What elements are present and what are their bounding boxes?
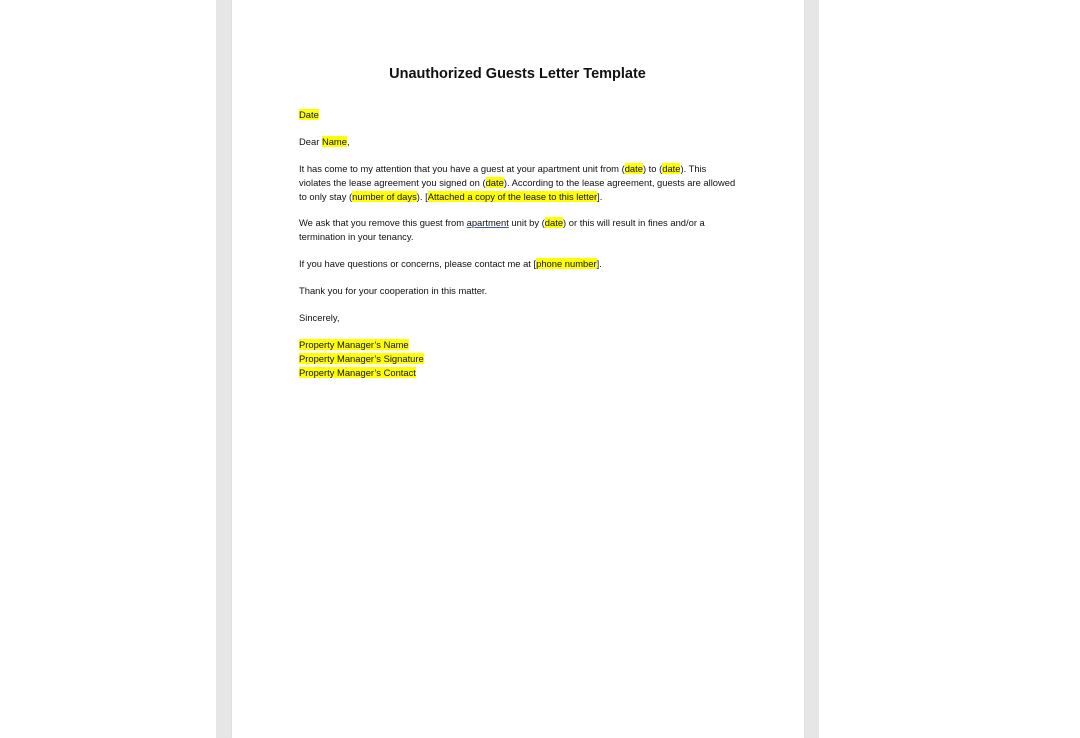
closing: Sincerely, <box>299 312 340 323</box>
paragraph-1-line-2 <box>299 176 744 190</box>
text-run: ). [ <box>416 191 428 202</box>
paragraph-3 <box>299 257 744 271</box>
number-of-days-placeholder: number of days <box>352 191 417 202</box>
lease-signed-date-placeholder: date <box>485 177 504 188</box>
recipient-name-placeholder: Name <box>321 136 347 147</box>
salutation-suffix: , <box>346 136 350 147</box>
paragraph-2-line-2: termination in your tenancy. <box>299 231 414 242</box>
manager-contact-placeholder: Property Manager’s Contact <box>299 367 416 378</box>
apartment-grammar-flag[interactable]: apartment <box>466 217 509 228</box>
text-run: ]. <box>597 191 603 202</box>
attachment-note-placeholder: Attached a copy of the lease to this letter <box>427 191 598 202</box>
signature-contact-line <box>299 366 744 380</box>
text-run: ). This <box>680 163 707 174</box>
paragraph-4: Thank you for your cooperation in this matter. <box>299 285 488 296</box>
text-run: violates the lease agreement you signed on ( <box>299 177 486 188</box>
signature-sig-line <box>299 352 744 366</box>
date-line <box>299 108 744 122</box>
manager-signature-placeholder: Property Manager’s Signature <box>299 353 424 364</box>
text-run: ) to ( <box>642 163 663 174</box>
paragraph-1-line-1 <box>299 162 744 176</box>
document-page[interactable] <box>232 0 804 738</box>
paragraph-2-line-1 <box>299 216 744 230</box>
text-run: to only stay ( <box>299 191 353 202</box>
signature-name-line <box>299 338 744 352</box>
removal-date-placeholder: date <box>544 217 564 228</box>
text-run: We ask that you remove this guest from <box>299 217 467 228</box>
phone-number-placeholder: phone number <box>536 258 597 269</box>
text-run: If you have questions or concerns, please contact me at [ <box>299 258 537 269</box>
guest-start-date-placeholder: date <box>624 163 643 174</box>
text-run: ]. <box>596 258 602 269</box>
manager-name-placeholder: Property Manager’s Name <box>299 339 409 350</box>
text-run: unit by ( <box>508 217 545 228</box>
guest-end-date-placeholder: date <box>662 163 681 174</box>
text-run: It has come to my attention that you have a guest at your apartment unit from ( <box>299 163 625 174</box>
text-run: ). According to the lease agreement, guests are allowed <box>503 177 736 188</box>
paragraph-1-line-3 <box>299 190 744 204</box>
salutation <box>299 135 744 149</box>
text-run: ) or this will result in fines and/or a <box>563 217 705 228</box>
salutation-prefix: Dear <box>299 136 322 147</box>
date-placeholder: Date <box>299 109 319 120</box>
document-title: Unauthorized Guests Letter Template <box>389 66 646 82</box>
